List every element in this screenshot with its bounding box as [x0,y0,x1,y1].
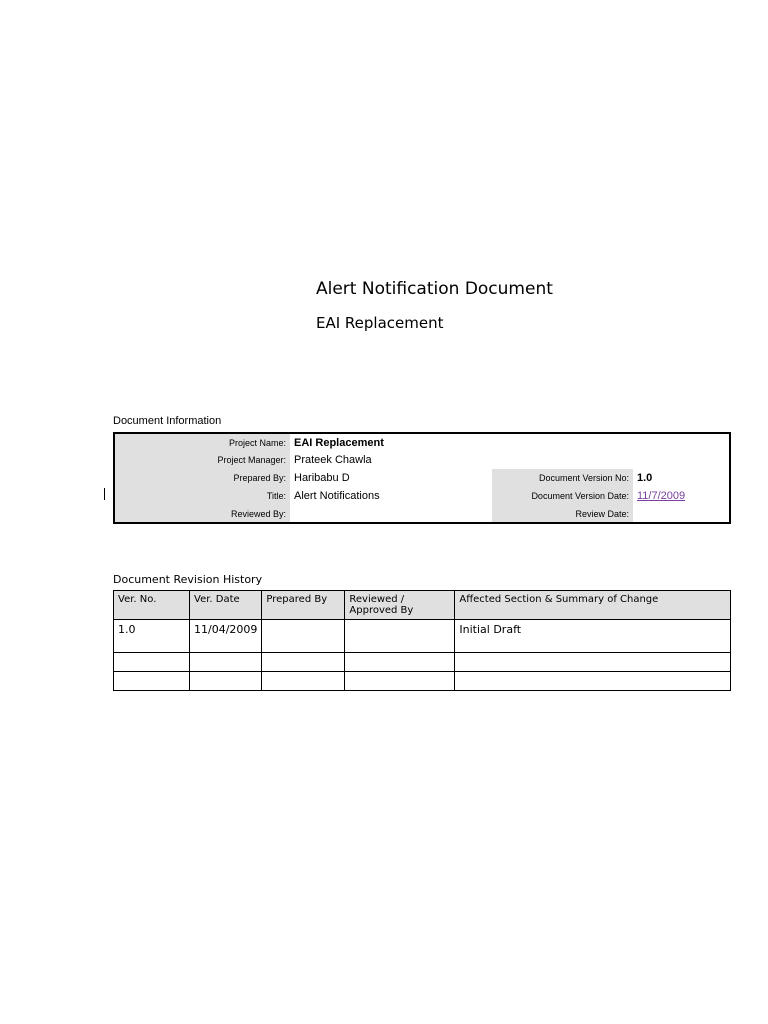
reviewed-by-label: Reviewed By: [114,505,290,523]
document-subtitle: EAI Replacement [316,314,444,332]
document-title: Alert Notification Document [316,279,553,299]
reviewed-by-value [290,505,492,523]
column-header-ver-no: Ver. No. [114,591,190,620]
project-name-value: EAI Replacement [294,436,384,449]
info-row [114,469,730,487]
info-row [114,487,730,505]
cell-ver-no[interactable]: 1.0 [114,620,190,653]
document-version-date-link[interactable]: 11/7/2009 [637,490,686,502]
column-header-reviewed-approved-by: Reviewed / Approved By [345,591,455,620]
cell-reviewed-by[interactable] [345,620,455,653]
revision-history-heading: Document Revision History [113,573,263,586]
cell-ver-date[interactable]: 11/04/2009 [190,620,262,653]
info-row [114,433,730,451]
review-date-value [633,505,730,523]
column-header-affected-section: Affected Section & Summary of Change [455,591,731,620]
title-value: Alert Notifications [294,490,380,502]
document-version-date-value [633,487,730,505]
document-version-no-value: 1.0 [637,472,653,484]
project-manager-value: Prateek Chawla [294,454,372,466]
title-label: Title: [114,487,290,505]
project-manager-label: Project Manager: [114,451,290,469]
document-version-no-label: Document Version No: [492,469,633,487]
cell-ver-no[interactable] [114,653,190,672]
document-information-heading: Document Information [113,415,222,427]
table-row [114,620,731,653]
cell-ver-no[interactable] [114,672,190,691]
revision-header-row [114,591,731,620]
cell-ver-date[interactable] [190,653,262,672]
info-row [114,451,730,469]
document-version-date-label: Document Version Date: [492,487,633,505]
column-header-prepared-by: Prepared By [262,591,345,620]
table-row [114,653,731,672]
cell-reviewed-by[interactable] [345,672,455,691]
cell-summary[interactable] [455,653,731,672]
cell-reviewed-by[interactable] [345,653,455,672]
document-information-table [113,432,731,524]
cell-prepared-by[interactable] [262,620,345,653]
cell-ver-date[interactable] [190,672,262,691]
cell-prepared-by[interactable] [262,672,345,691]
review-date-label: Review Date: [492,505,633,523]
text-cursor [104,488,105,500]
info-row [114,505,730,523]
revision-history-table [113,590,731,691]
project-name-label: Project Name: [114,433,290,451]
prepared-by-value: Haribabu D [294,472,350,484]
cell-summary[interactable] [455,672,731,691]
cell-prepared-by[interactable] [262,653,345,672]
column-header-ver-date: Ver. Date [190,591,262,620]
table-row [114,672,731,691]
prepared-by-label: Prepared By: [114,469,290,487]
cell-summary[interactable]: Initial Draft [455,620,731,653]
